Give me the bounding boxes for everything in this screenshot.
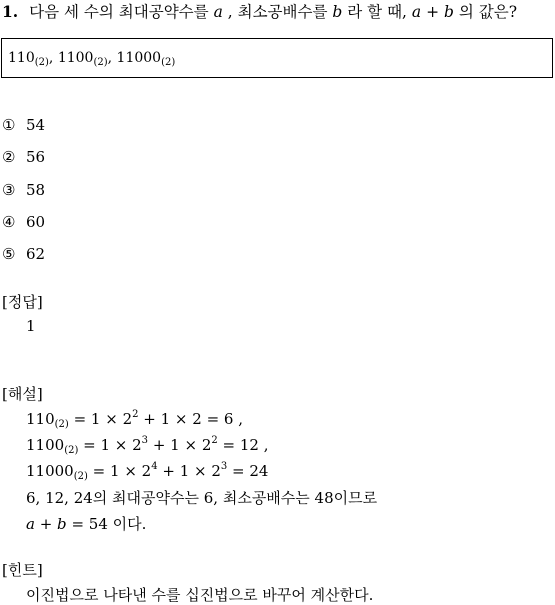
- exponent: 2: [132, 409, 139, 420]
- choice-1[interactable]: [2, 116, 45, 134]
- equation-part: = 12 ,: [222, 436, 269, 454]
- equation-part: + 1 × 2 = 6 ,: [143, 410, 243, 428]
- question-number: 1.: [2, 2, 19, 21]
- choice-4[interactable]: [2, 213, 45, 231]
- choice-value: 62: [26, 245, 46, 263]
- base-subscript: (2): [64, 445, 79, 456]
- choice-value: 54: [26, 116, 46, 134]
- answer-value: 1: [26, 317, 36, 335]
- base-subscript: (2): [93, 57, 108, 68]
- binary-number: 1100: [26, 436, 65, 454]
- explanation-line-2: [26, 435, 268, 456]
- choice-mark: ①: [2, 116, 16, 134]
- exponent: 2: [211, 435, 218, 446]
- binary-number: 11000: [26, 462, 74, 480]
- variable-b: b: [332, 3, 343, 21]
- binary-number: 11000: [116, 50, 162, 66]
- given-numbers-box: [1, 38, 553, 78]
- base-subscript: (2): [73, 471, 88, 482]
- question-expression: a + b: [411, 3, 454, 21]
- explanation-line-1: [26, 409, 243, 430]
- answer-label: [정답]: [2, 293, 43, 311]
- separator: ,: [48, 50, 54, 66]
- equation-part: = 1 × 2: [92, 462, 152, 480]
- choice-mark: ②: [2, 148, 16, 166]
- choice-5[interactable]: [2, 245, 45, 263]
- equation-part: = 1 × 2: [73, 410, 133, 428]
- question-part: 의 값은?: [458, 3, 518, 21]
- binary-number: 110: [8, 50, 35, 66]
- question-part: , 최소공배수를: [227, 3, 328, 21]
- choice-value: 58: [26, 181, 46, 199]
- exponent: 4: [151, 461, 158, 472]
- question-part: 다음 세 수의 최대공약수를: [29, 3, 209, 21]
- choice-3[interactable]: [2, 181, 45, 199]
- equation-part: + 1 × 2: [162, 462, 221, 480]
- variable-a: a: [213, 3, 223, 21]
- separator: ,: [107, 50, 113, 66]
- question-part: 라 할 때,: [347, 3, 407, 21]
- equation-part: + 1 × 2: [152, 436, 212, 454]
- hint-label: [힌트]: [2, 561, 43, 579]
- hint-text: 이진법으로 나타낸 수를 십진법으로 바꾸어 계산한다.: [26, 586, 374, 604]
- equation-part: = 1 × 2: [83, 436, 142, 454]
- explanation-label: [해설]: [2, 385, 43, 403]
- choice-mark: ④: [2, 213, 16, 231]
- explanation-line-5: [26, 513, 146, 534]
- given-numbers: [8, 50, 175, 68]
- question-text: [2, 0, 517, 22]
- explanation-line-3: [26, 461, 268, 482]
- choice-value: 56: [26, 148, 46, 166]
- base-subscript: (2): [161, 57, 176, 68]
- binary-number: 110: [26, 410, 55, 428]
- binary-number: 1100: [57, 50, 94, 66]
- choice-2[interactable]: [2, 148, 45, 166]
- expression: a + b: [26, 515, 67, 533]
- equation-part: = 54 이다.: [71, 515, 147, 533]
- choice-value: 60: [26, 213, 46, 231]
- exponent: 3: [220, 461, 228, 472]
- base-subscript: (2): [34, 57, 49, 68]
- choice-mark: ③: [2, 181, 16, 199]
- explanation-line-4: 6, 12, 24의 최대공약수는 6, 최소공배수는 48이므로: [26, 489, 378, 507]
- equation-part: = 24: [232, 462, 269, 480]
- base-subscript: (2): [54, 419, 69, 430]
- exponent: 3: [141, 435, 149, 446]
- choice-mark: ⑤: [2, 245, 16, 263]
